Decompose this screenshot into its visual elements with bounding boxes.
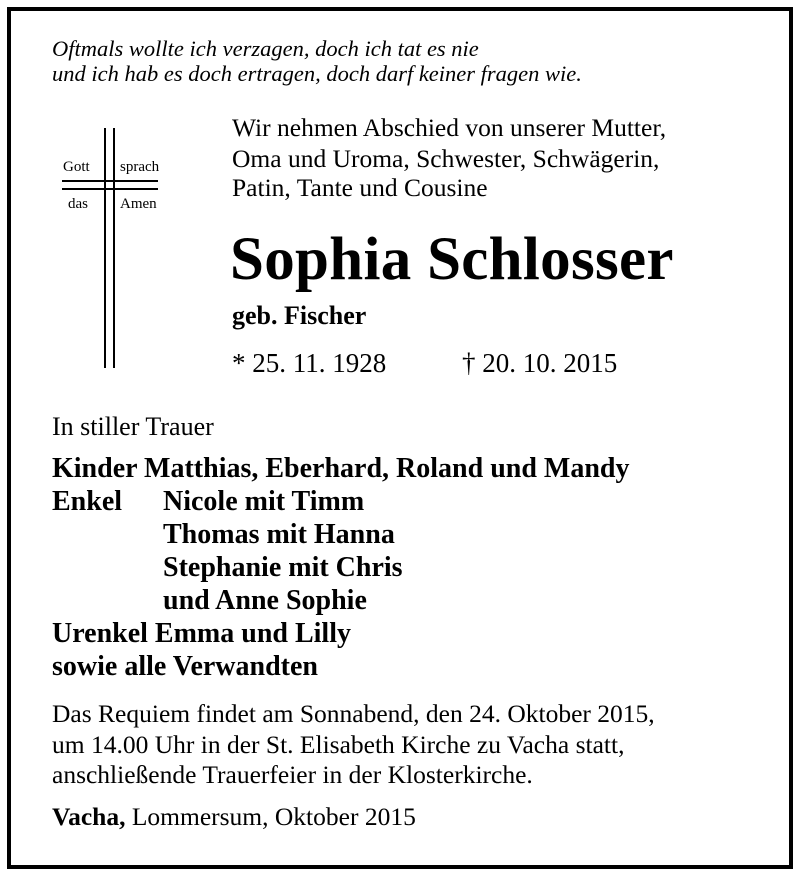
grandchild-1: Nicole mit Timm [163, 486, 365, 517]
cross-text-sprach: sprach [120, 159, 160, 175]
birth-name: geb. Fischer [232, 301, 367, 330]
mourning-line: In stiller Trauer [52, 412, 214, 441]
requiem-line-2: um 14.00 Uhr in der St. Elisabeth Kirche zu Vacha statt, [52, 730, 625, 759]
requiem-line-1: Das Requiem findet am Sonnabend, den 24. Oktober 2015, [52, 699, 655, 728]
intro-line-2: Oma und Uroma, Schwester, Schwägerin, [232, 144, 660, 173]
intro-line-3: Patin, Tante und Cousine [232, 173, 488, 202]
children-line: Kinder Matthias, Eberhard, Roland und Mandy [52, 453, 630, 484]
birth-date: * 25. 11. 1928 [232, 348, 387, 378]
great-grandchildren-line: Urenkel Emma und Lilly [52, 618, 351, 649]
relatives-line: sowie alle Verwandten [52, 651, 318, 682]
motto-line-2: und ich hab es doch ertragen, doch darf keiner fragen wie. [52, 61, 582, 86]
death-date: † 20. 10. 2015 [462, 348, 618, 378]
cross-text-gott: Gott [63, 159, 90, 175]
motto-line-1: Oftmals wollte ich verzagen, doch ich tat es nie [52, 36, 479, 61]
grandchild-4: und Anne Sophie [163, 585, 367, 616]
grandchild-2: Thomas mit Hanna [163, 519, 395, 550]
requiem-line-3: anschließende Trauerfeier in der Klosterkirche. [52, 760, 533, 789]
place-town: Vacha, [52, 802, 126, 831]
place-date-line [52, 802, 416, 832]
grandchild-3: Stephanie mit Chris [163, 552, 403, 583]
cross-text-das: das [68, 196, 88, 212]
place-rest: Lommersum, Oktober 2015 [131, 802, 416, 831]
intro-line-1: Wir nehmen Abschied von unserer Mutter, [232, 113, 667, 142]
grandchildren-label: Enkel [52, 486, 123, 517]
cross-text-amen: Amen [120, 196, 157, 212]
deceased-name: Sophia Schlosser [230, 226, 674, 293]
